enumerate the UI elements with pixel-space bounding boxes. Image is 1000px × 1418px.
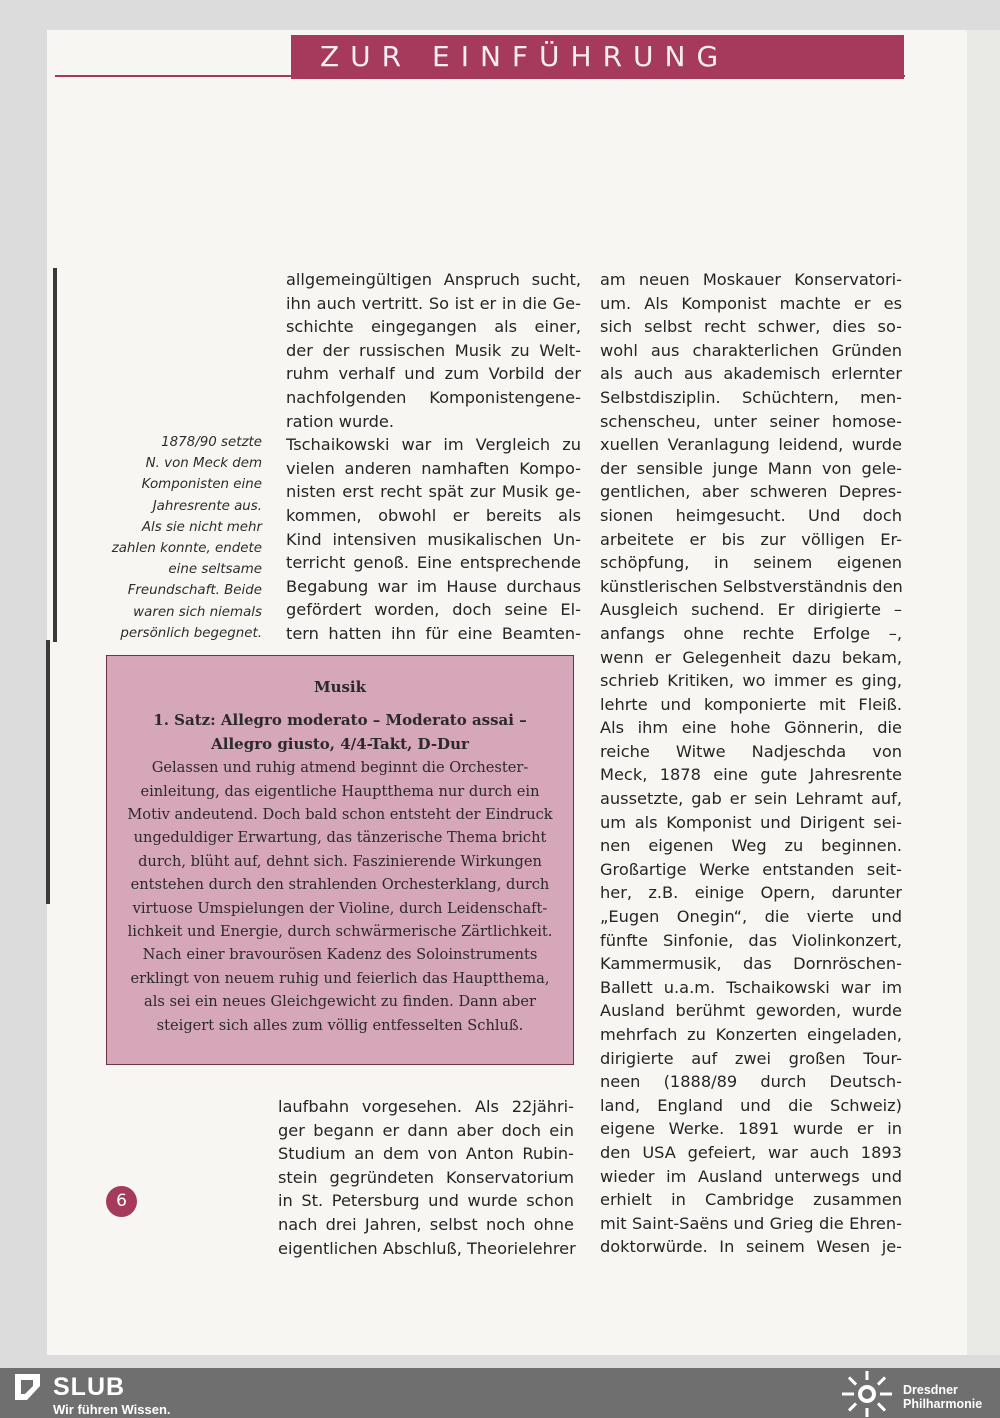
text-line: schrieb Kritiken, wo immer es ging, — [600, 671, 902, 691]
header-rule — [55, 75, 905, 77]
text-line: Studium an dem von Anton Rubin- — [278, 1144, 574, 1164]
text-line: schöpfung, in seinem eigenen — [600, 553, 902, 573]
text-line: schichte eingegangen als einer, — [286, 317, 581, 337]
caption-line: Freundschaft. Beide — [127, 583, 262, 599]
text-line: der sensible junge Mann von gele- — [600, 458, 902, 478]
section-title: ZUR EINFÜHRUNG — [320, 40, 730, 73]
text-line: um als Komponist und Dirigent sei- — [600, 812, 902, 832]
text-line: ruhm verhalf und zum Vorbild der — [286, 364, 581, 384]
text-line: „Eugen Onegin“, die vierte und — [600, 907, 902, 927]
text-line: gefördert worden, doch seine El- — [286, 600, 581, 620]
caption-line: Jahresrente aus. — [152, 498, 262, 514]
text-line: Begabung war im Hause durchaus — [286, 576, 581, 596]
text-line: nachfolgenden Komponistengene- — [286, 387, 581, 407]
body-column-left-continued — [278, 1095, 574, 1260]
text-line: arbeitete er bis zur völligen Er- — [600, 529, 902, 549]
text-line: xuellen Veranlagung leidend, wurde — [600, 435, 902, 455]
body-column-right — [600, 268, 902, 1259]
text-line: den USA gefeiert, war auch 1893 — [600, 1142, 902, 1162]
box-heading: Musik — [313, 678, 367, 696]
philharmonie-name-line: Philharmonie — [903, 1397, 983, 1411]
text-line: als auch aus akademisch erlernter — [600, 364, 902, 384]
box-text-line: virtuose Umspielungen der Violine, durch Leidenschaft- — [132, 899, 548, 917]
box-text-line: erklingt von neuem ruhig und feierlich das Hauptthema, — [130, 969, 550, 987]
text-line: reiche Witwe Nadjeschda von — [600, 741, 902, 761]
box-text-line: durch, blüht auf, dehnt sich. Faszinierende Wirkungen — [138, 852, 542, 870]
caption-line: 1878/90 setzte — [161, 435, 262, 450]
text-line: her, z.B. einige Opern, darunter — [600, 883, 902, 903]
box-text-line: entstehen durch den strahlenden Orchesterklang, durch — [130, 876, 550, 894]
box-text-line: als sei ein neues Gleichgewicht zu finden. Dann aber — [144, 993, 536, 1011]
box-text-line: Nach einer bravourösen Kadenz des Soloinstruments — [142, 946, 538, 964]
text-line: aussetzte, gab er sein Lehramt auf, — [600, 789, 902, 809]
text-line: neen (1888/89 durch Deutsch- — [600, 1072, 902, 1092]
text-line: sionen heimgesucht. Und doch — [600, 505, 902, 525]
text-line: Meck, 1878 eine gute Jahresrente — [600, 765, 902, 785]
text-line: stein gegründeten Konservatorium — [278, 1167, 574, 1187]
slub-tagline: Wir führen Wissen. — [53, 1402, 171, 1417]
text-line: land, England und die Schweiz) — [600, 1095, 902, 1115]
text-line: Ballett u.a.m. Tschaikowski war im — [600, 977, 902, 997]
text-line: Kind intensiven musikalischen Un- — [286, 529, 581, 549]
text-line: ration wurde. — [286, 411, 394, 431]
box-subheading: Allegro giusto, 4/4-Takt, D-Dur — [211, 734, 469, 753]
box-text-line: lichkeit und Energie, durch schwärmerische Zärtlichkeit. — [127, 923, 553, 941]
margin-rule — [53, 268, 57, 642]
text-line: erhielt in Cambridge zusammen — [600, 1190, 902, 1210]
text-line: ger begann er dann aber doch ein — [278, 1120, 574, 1140]
box-subheading: 1. Satz: Allegro moderato – Moderato assai – — [153, 711, 527, 730]
caption-line: waren sich niemals — [133, 604, 262, 620]
slub-logo-text[interactable]: SLUB — [53, 1373, 126, 1401]
facing-page-edge — [966, 30, 1000, 1355]
text-line: Großartige Werke entstanden seit- — [600, 859, 902, 879]
philharmonie-logo-text[interactable] — [903, 1383, 982, 1411]
text-line: vielen anderen namhaften Kompo- — [286, 458, 581, 478]
text-line: nisten erst recht spät zur Musik ge- — [286, 482, 581, 502]
text-line: anfangs ohne rechte Erfolge –, — [600, 623, 902, 643]
page-number-badge: 6 — [106, 1186, 137, 1217]
text-line: allgemeingültigen Anspruch sucht, — [286, 270, 581, 289]
philharmonie-name-line: Dresdner — [903, 1383, 958, 1397]
text-line: wohl aus charakterlichen Gründen — [600, 340, 902, 360]
text-line: nach drei Jahren, selbst noch ohne — [278, 1214, 574, 1234]
box-text-line: steigert sich alles zum völlig entfesselten Schluß. — [156, 1016, 524, 1034]
text-line: Tschaikowski war im Vergleich zu — [286, 435, 581, 455]
caption-line: Komponisten eine — [141, 477, 262, 493]
caption-line: zahlen konnte, endete — [111, 541, 262, 557]
box-text-line: ungeduldiger Erwartung, das tänzerische Thema bricht — [133, 829, 547, 847]
margin-caption — [100, 432, 262, 644]
caption-line: Als sie nicht mehr — [141, 519, 262, 535]
text-line: doktorwürde. In seinem Wesen je- — [600, 1237, 902, 1257]
text-line: mit Saint-Saëns und Grieg die Ehren- — [600, 1213, 902, 1233]
text-line: ihn auch vertritt. So ist er in die Ge- — [286, 293, 581, 313]
text-line: tern hatten ihn für eine Beamten- — [286, 623, 581, 643]
text-line: schenscheu, unter seiner homose- — [600, 411, 902, 431]
text-line: gentlichen, aber schweren Depres- — [600, 482, 902, 502]
box-text-line: einleitung, das eigentliche Hauptthema nur durch ein — [140, 782, 540, 800]
text-line: dirigierte auf zwei großen Tour- — [600, 1048, 902, 1068]
text-line: Kammermusik, das Dornröschen- — [600, 954, 902, 974]
text-line: eigentlichen Abschluß, Theorielehrer — [278, 1238, 576, 1258]
text-line: mehrfach zu Konzerten eingeladen, — [600, 1025, 902, 1044]
text-line: künstlerischen Selbstverständnis den — [600, 576, 903, 596]
text-line: terricht genoß. Eine entsprechende — [286, 553, 581, 573]
text-line: wenn er Gelegenheit dazu bekam, — [600, 647, 902, 667]
text-line: Ausgleich suchend. Er dirigierte – — [600, 600, 902, 620]
caption-line: persönlich begegnet. — [120, 625, 262, 641]
text-line: Selbstdisziplin. Schüchtern, men- — [600, 387, 902, 407]
box-text-line: Gelassen und ruhig atmend beginnt die Orchester- — [151, 759, 529, 777]
text-line: fünfte Sinfonie, das Violinkonzert, — [600, 930, 902, 950]
text-line: in St. Petersburg und wurde schon — [278, 1191, 574, 1211]
text-line: sich selbst recht schwer, dies so- — [600, 317, 902, 337]
body-column-left — [286, 268, 581, 646]
text-line: wieder im Ausland unterwegs und — [600, 1166, 902, 1186]
text-line: eigene Werke. 1891 wurde er in — [600, 1119, 902, 1139]
box-text-line: Motiv andeutend. Doch bald schon entsteht der Eindruck — [127, 806, 553, 824]
caption-line: N. von Meck dem — [145, 456, 262, 472]
text-line: am neuen Moskauer Konservatori- — [600, 270, 902, 289]
slub-logo-icon[interactable] — [13, 1372, 42, 1402]
text-line: um. Als Komponist machte er es — [600, 293, 902, 313]
text-line: nen eigenen Weg zu beginnen. — [600, 836, 902, 856]
caption-line: eine seltsame — [168, 562, 262, 578]
text-line: laufbahn vorgesehen. Als 22jähri- — [278, 1097, 574, 1116]
margin-rule — [46, 640, 50, 904]
text-line: kommen, obwohl er bereits als — [286, 505, 581, 525]
philharmonie-sunburst-icon[interactable] — [840, 1370, 894, 1418]
text-line: der der russischen Musik zu Welt- — [286, 340, 581, 360]
text-line: Ausland berühmt geworden, wurde — [600, 1001, 902, 1021]
text-line: Als ihm eine hohe Gönnerin, die — [600, 718, 902, 738]
text-line: lehrte und komponierte mit Fleiß. — [600, 694, 902, 714]
musik-info-box — [106, 655, 574, 1065]
